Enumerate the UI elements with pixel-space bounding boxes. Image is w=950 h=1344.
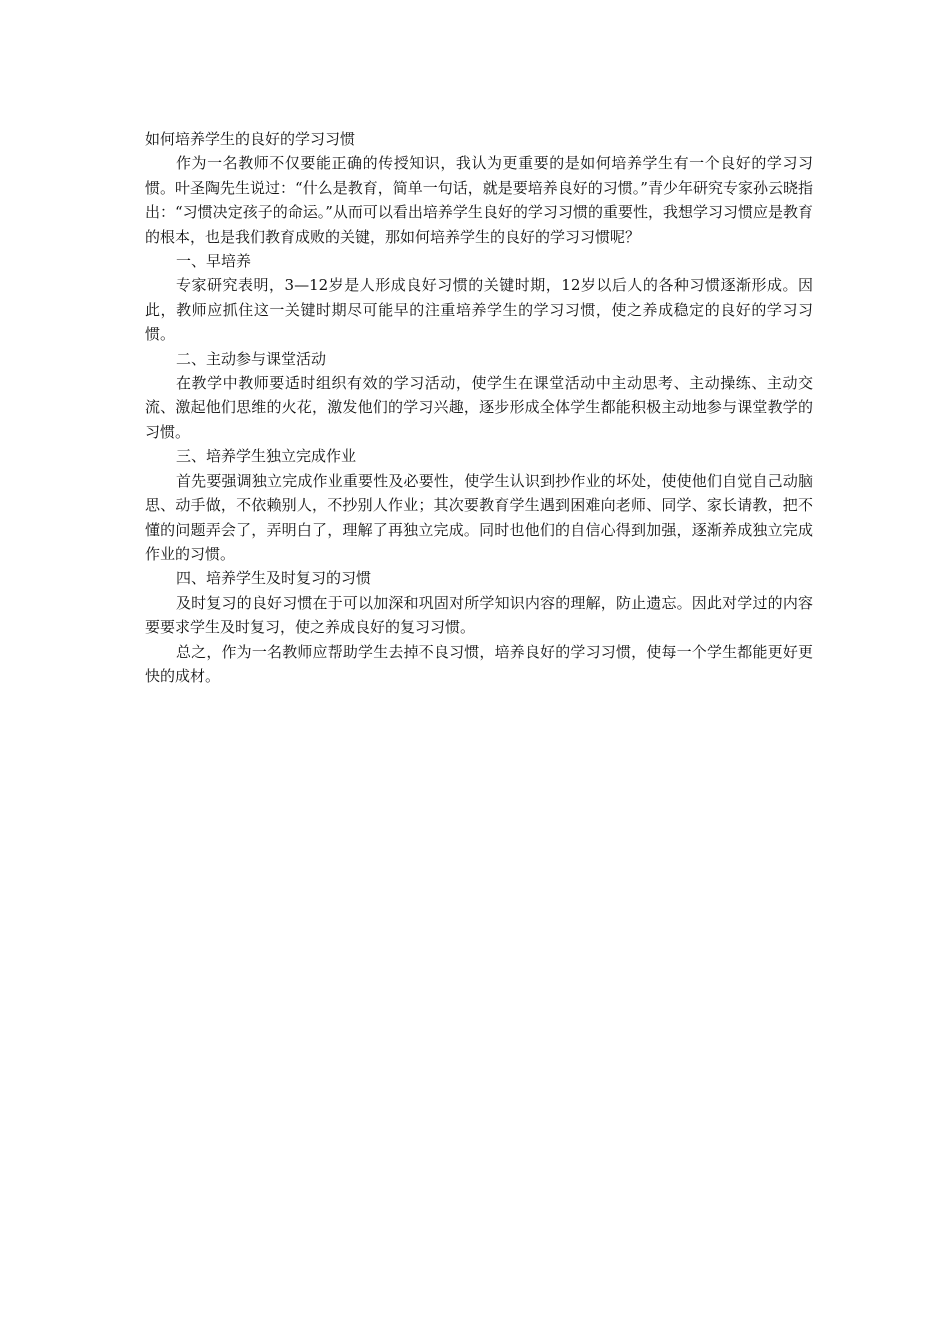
section-4-heading: 四、培养学生及时复习的习惯 bbox=[176, 569, 372, 588]
section-1-paragraph: 专家研究表明，3—12岁是人形成良好习惯的关键时期，12岁以后人的各种习惯逐渐形成。因此，教师应抓住这一关键时期尽可能早的注重培养学生的学习习惯，使之养成稳定的良好的学习习惯。 bbox=[145, 276, 813, 344]
section-3-paragraph: 首先要强调独立完成作业重要性及必要性，使学生认识到抄作业的坏处，使使他们自觉自己动脑思、动手做，不依赖别人，不抄别人作业；其次要教育学生遇到困难向老师、同学、家长请教，把不懂的问题弄会了，弄明白了，理解了再独立完成。同时也他们的自信心得到加强，逐渐养成独立完成作业的习惯。 bbox=[145, 471, 813, 563]
section-2-heading: 二、主动参与课堂活动 bbox=[176, 349, 327, 368]
conclusion-paragraph: 总之，作为一名教师应帮助学生去掉不良习惯，培养良好的学习习惯，使每一个学生都能更好更快的成材。 bbox=[145, 642, 813, 685]
section-4-paragraph: 及时复习的良好习惯在于可以加深和巩固对所学知识内容的理解，防止遗忘。因此对学过的内容要要求学生及时复习，使之养成良好的复习习惯。 bbox=[145, 593, 813, 637]
section-2-paragraph: 在教学中教师要适时组织有效的学习活动，使学生在课堂活动中主动思考、主动操练、主动交流、激起他们思维的火花，激发他们的学习兴趣，逐步形成全体学生都能积极主动地参与课堂教学的习惯。 bbox=[145, 374, 813, 441]
section-3-heading: 三、培养学生独立完成作业 bbox=[176, 447, 357, 466]
intro-paragraph: 作为一名教师不仅要能正确的传授知识，我认为更重要的是如何培养学生有一个良好的学习习惯。叶圣陶先生说过：“什么是教育，简单一句话，就是要培养良好的习惯。”青少年研究专家孙云晓指出：“习惯决定孩子的命运。”从而可以看出培养学生良好的学习习惯的重要性，我想学习习惯应是教育的根本，也是我们教育成败的关键，那如何培养学生的良好的学习习惯呢？ bbox=[145, 154, 813, 246]
document-body bbox=[145, 127, 813, 688]
section-1-heading: 一、早培养 bbox=[176, 252, 252, 271]
document-title: 如何培养学生的良好的学习习惯 bbox=[145, 130, 356, 148]
